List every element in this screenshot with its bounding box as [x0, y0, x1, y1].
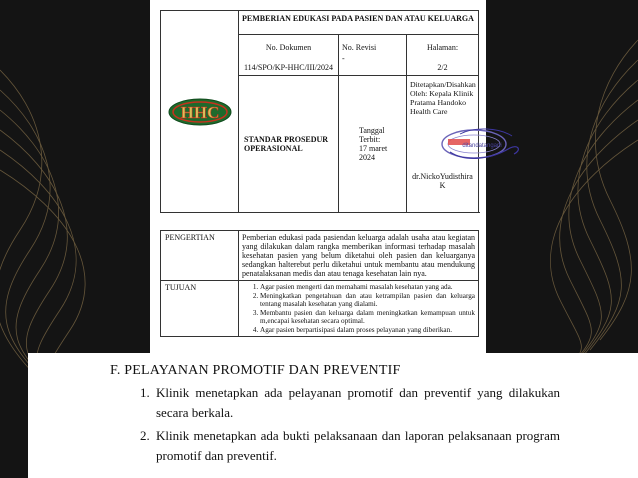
halaman-cell [407, 35, 479, 76]
promo-item-text: Klinik menetapkan ada bukti pelaksanaan dan laporan pelaksanaan program promotif dan preventif. [156, 428, 560, 463]
tujuan-item: 2. Meningkatkan pengetahuan dan atau ketrampilan pasien dan keluarga tentang masalah kesehatan yang dialami. [260, 292, 475, 309]
sop-document-page [150, 0, 502, 360]
sop-label: STANDAR PROSEDUR OPERASIONAL [239, 76, 339, 213]
promo-item-number: 1. [140, 385, 150, 400]
no-dokumen-cell [239, 35, 339, 76]
section-title: F. PELAYANAN PROMOTIF DAN PREVENTIF [110, 363, 401, 378]
hhc-logo [167, 97, 233, 127]
sop-content-table [160, 230, 479, 337]
tujuan-label: TUJUAN [161, 281, 239, 337]
tanggal-terbit-value: 17 maret 2024 [359, 144, 388, 162]
pengertian-text: Pemberian edukasi pada pasiendan keluarga adalah usaha atau kegiatan yang dilakukan dalam rangka memberikan informasi terhadap masalah kesehatan pasien yang belum diketahui oleh pasien dan keluarganya sedangkan halterebut perlu diketahui untuk membantu atau mendukung penatalaksanan medis dan atau tenaga kesehatan lain nya. [239, 231, 479, 281]
tujuan-list [242, 283, 475, 334]
document-title: PEMBERIAN EDUKASI PADA PASIEN DAN ATAU KELUARGA [239, 11, 479, 35]
tanggal-terbit-label: Tanggal Terbit: [359, 126, 385, 144]
no-dokumen-label: No. Dokumen [265, 43, 312, 52]
no-revisi-value: - [342, 54, 345, 63]
doctor-name: dr.NickoYudisthira K [412, 172, 473, 190]
no-revisi-label: No. Revisi [342, 43, 377, 52]
svg-text:HHC: HHC [180, 102, 219, 122]
signature-stamp [430, 122, 530, 168]
logo-cell [161, 11, 239, 213]
approval-text: Ditetapkan/Disahkan Oleh: Kepala Klinik Pratama Handoko Health Care [410, 80, 476, 116]
approval-cell [407, 76, 502, 213]
no-revisi-cell [339, 35, 407, 76]
pengertian-label: PENGERTIAN [161, 231, 239, 281]
halaman-label: Halaman: [426, 43, 459, 52]
stamp-text: ditandatangani [462, 143, 502, 149]
tujuan-item: 3. Membantu pasien dan keluarga dalam meningkatkan kemampuan untuk m,encapai kesehatan secara optimal. [260, 309, 475, 326]
tujuan-cell [239, 281, 479, 337]
tujuan-item: 4. Agar pasien berpartisipasi dalam proses pelayanan yang diberikan. [260, 326, 475, 335]
sop-header-table [160, 10, 502, 213]
halaman-value: 2/2 [437, 63, 448, 72]
promotif-preventif-panel [28, 353, 638, 478]
promo-item-number: 2. [140, 428, 150, 443]
tanggal-terbit-cell [339, 76, 407, 213]
promo-item [140, 426, 560, 466]
no-dokumen-value: 114/SPO/KP-HHC/III/2024 [243, 63, 334, 72]
tujuan-item: 1. Agar pasien mengerti dan memahami masalah kesehatan yang ada. [260, 283, 475, 292]
promo-item [140, 383, 560, 423]
promo-item-text: Klinik menetapkan ada pelayanan promotif dan preventif yang dilakukan secara berkala. [156, 385, 560, 420]
promo-list [140, 383, 560, 469]
